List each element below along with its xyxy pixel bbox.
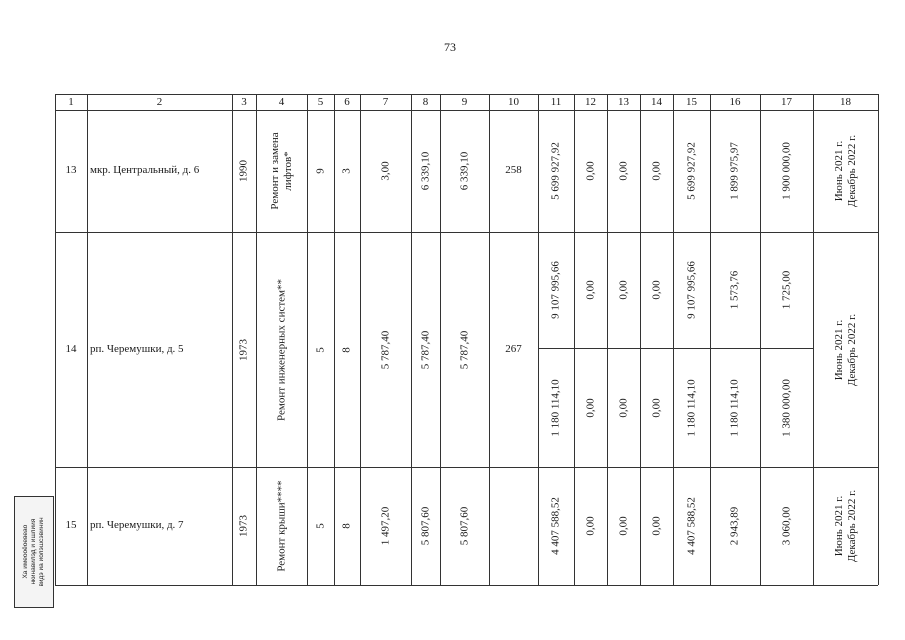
row-13-year: 1990 [237,160,250,182]
column-border-5 [334,94,335,585]
column-number-10: 10 [508,96,519,108]
column-border-18 [878,94,879,585]
column-number-17: 17 [781,96,792,108]
row-13-col5: 9 [314,168,326,174]
column-border-15 [710,94,711,585]
row-14-bottom-c17: 1 380 000,00 [780,378,792,437]
row-14-bottom-c14: 0,00 [650,397,662,418]
column-number-7: 7 [382,96,389,108]
row-14-bottom-c13: 0,00 [617,397,629,418]
column-border-11 [574,94,575,585]
column-number-2: 2 [156,96,163,108]
column-border-1 [87,94,88,585]
column-number-4: 4 [278,96,285,108]
row-13-bottom-border [55,232,878,233]
row-13-c11: 5 699 927,92 [549,142,562,200]
row-14-col7: 5 787,40 [379,330,391,369]
row-15-c12: 0,00 [584,516,596,536]
row-13-col7: 3,00 [379,161,391,181]
row-13-c17: 1 900 000,00 [780,142,792,200]
row-15-c15: 4 407 588,52 [685,497,697,555]
row-15-col8: 5 807,60 [419,506,431,546]
row-15-col7: 1 497,20 [379,506,391,546]
row-13-c15: 5 699 927,92 [685,142,697,200]
column-number-15: 15 [686,96,697,108]
row-13-col8: 6 339,10 [419,151,431,191]
row-14-col5: 5 [314,346,326,353]
row-14-bottom-c12: 0,00 [584,397,596,418]
row-15-number: 15 [65,519,77,531]
row-13-period: Июнь 2021 г. Декабрь 2022 г. [832,134,858,208]
row-14-year: 1973 [237,338,250,361]
column-number-18: 18 [840,96,851,108]
column-border-16 [760,94,761,585]
column-number-16: 16 [729,96,741,108]
column-number-5: 5 [317,96,324,108]
column-number-1: 1 [68,96,74,108]
row-15-address: рп. Черемушки, д. 7 [90,519,184,531]
column-number-3: 3 [241,96,247,108]
row-14-top-c12: 0,00 [584,280,596,300]
row-13-c12: 0,00 [584,161,596,181]
row-13-c13: 0,00 [617,161,629,181]
row-14-bottom-c11: 1 180 114,10 [549,378,562,437]
page-number: 73 [444,40,456,54]
row-15-year: 1973 [237,515,250,537]
column-number-8: 8 [422,96,429,108]
row-14-col8: 5 787,40 [419,330,431,369]
row-14-col10: 267 [505,342,522,355]
row-13-col10: 258 [505,164,522,176]
column-border-10 [538,94,539,585]
row-13-c16: 1 899 975,97 [728,142,741,200]
column-border-8 [440,94,441,585]
column-border-4 [307,94,308,585]
column-border-14 [673,94,674,585]
row-15-col5: 5 [314,523,326,529]
row-13-c14: 0,00 [650,161,662,181]
column-border-2 [232,94,233,585]
column-number-13: 13 [618,96,629,108]
row-14-col9: 5 787,40 [458,330,470,369]
column-border-17 [813,94,814,585]
column-number-14: 14 [651,96,662,108]
row-14-top-c14: 0,00 [650,280,662,300]
column-border-12 [607,94,608,585]
column-border-6 [360,94,361,585]
row-14-top-c16: 1 573,76 [728,270,741,310]
column-border-7 [411,94,412,585]
row-14-number: 14 [65,342,77,355]
row-15-col9: 5 807,60 [458,506,470,546]
column-number-11: 11 [550,96,562,108]
row-15-period: Июнь 2021 г. Декабрь 2022 г. [832,489,858,563]
row-15-c11: 4 407 588,52 [549,497,562,555]
row-15-c16: 2 943,89 [728,506,741,546]
row-14-top-c11: 9 107 995,66 [549,261,562,319]
row-13-number: 13 [65,164,77,176]
row-14-address: рп. Черемушки, д. 5 [90,342,184,355]
row-14-bottom-c16: 1 180 114,10 [728,378,741,437]
row-15-col6: 8 [340,523,353,529]
row-14-split-border [538,348,813,349]
row-15-c13: 0,00 [617,516,629,536]
row-14-top-c13: 0,00 [617,280,629,300]
row-14-bottom-border [55,467,878,468]
row-14-col6: 8 [340,346,353,353]
row-14-top-c17: 1 725,00 [780,270,792,310]
column-number-6: 6 [344,96,350,108]
row-13-col6: 3 [340,168,353,174]
row-14-bottom-c15: 1 180 114,10 [685,378,697,437]
column-border-3 [256,94,257,585]
column-number-12: 12 [585,96,596,108]
table-bottom-border [55,585,878,586]
row-14-top-c15: 9 107 995,66 [685,261,697,319]
row-14-work-type: Ремонт инженерных систем** [275,278,287,421]
stamp-text: Ха имеооёоевеао нкинавилэд и ишлиия видэ иа иолэшсэвинин [22,517,45,587]
row-13-work-type: Ремонт и замена лифтов* [268,132,294,210]
row-15-c17: 3 060,00 [780,506,792,546]
header-bottom-border [55,110,878,111]
column-number-9: 9 [461,96,468,108]
row-15-work-type: Ремонт крыши**** [275,480,287,572]
column-border-13 [640,94,641,585]
row-14-period: Июнь 2021 г. Декабрь 2022 г. [832,313,858,386]
row-13-address: мкр. Центральный, д. 6 [90,164,200,176]
row-13-col9: 6 339,10 [458,151,470,191]
row-15-c14: 0,00 [650,516,662,536]
